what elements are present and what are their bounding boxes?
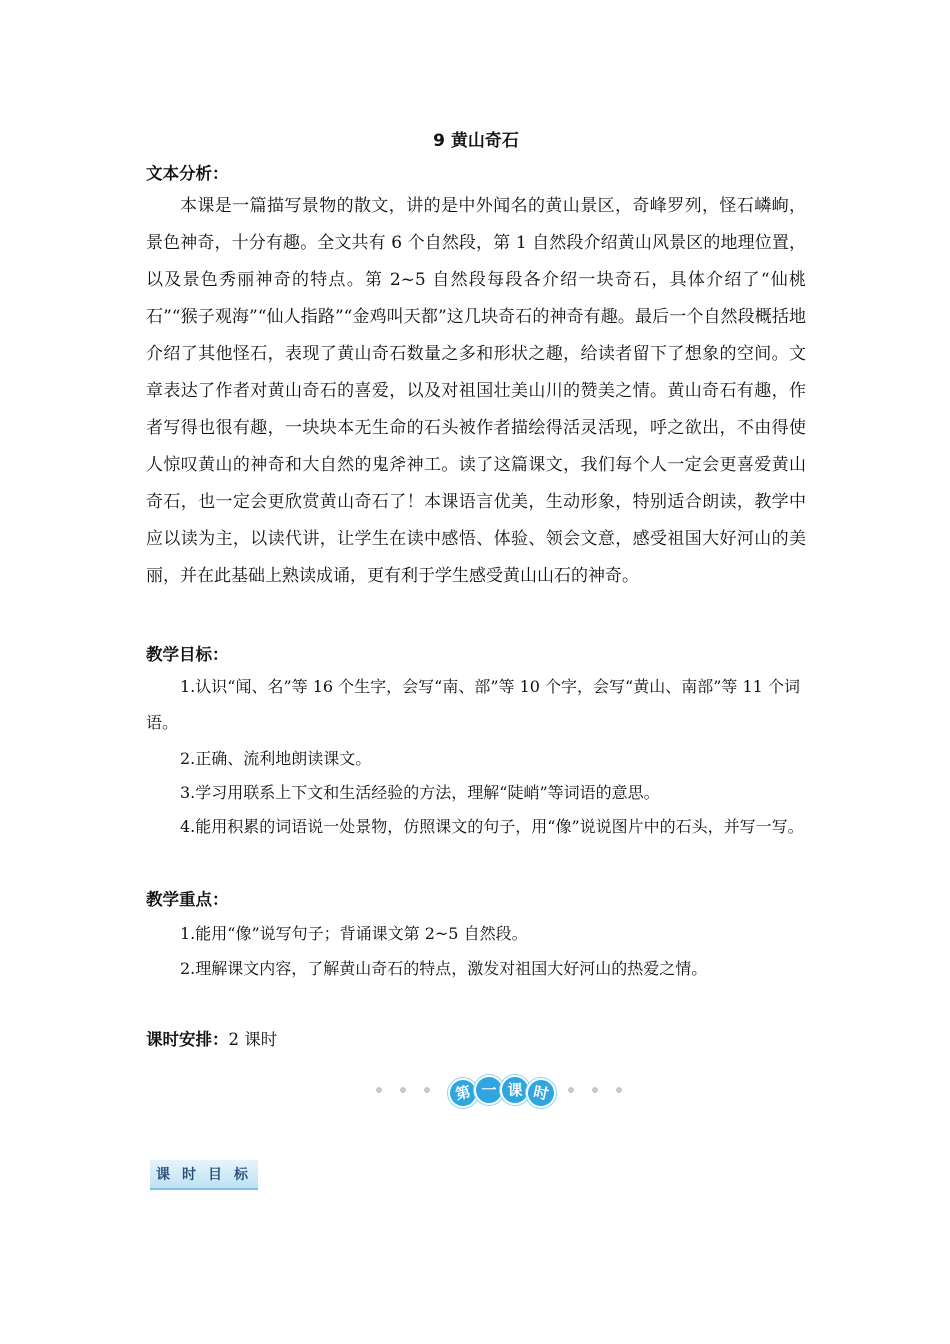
banner-dot [424,1087,430,1093]
goal-item-1: 1.认识“闻、名”等 16 个生字，会写“南、部”等 10 个字，会写“黄山、南部”等 11 个词语。 [146,677,800,732]
banner-char: 时 [523,1075,559,1111]
focus-item-2: 2.理解课文内容，了解黄山奇石的特点，激发对祖国大好河山的热爱之情。 [180,959,708,978]
section-tag-lesson-goals [150,1160,258,1190]
banner-dot [400,1087,406,1093]
banner-dot [376,1087,382,1093]
banner-dot [616,1087,622,1093]
section-tag-char: 时 [182,1167,196,1183]
goal-item-4: 4.能用积累的词语说一处景物，仿照课文的句子，用“像”说说图片中的石头，并写一写。 [180,817,804,836]
schedule-line [146,1026,277,1050]
banner-char: 一 [474,1075,504,1105]
focus-item-1: 1.能用“像”说写句子；背诵课文第 2~5 自然段。 [180,924,528,943]
banner-char: 第 [445,1075,481,1111]
section-tag-char: 目 [208,1167,222,1183]
lesson-banner [370,1072,632,1108]
banner-badges [446,1072,554,1108]
banner-dot [592,1087,598,1093]
analysis-body: 本课是一篇描写景物的散文，讲的是中外闻名的黄山景区，奇峰罗列，怪石嶙峋，景色神奇，十分有趣。全文共有 6 个自然段，第 1 自然段介绍黄山风景区的地理位置，以及景色秀丽神奇的特点。第 2~5 自然段每段各介绍一块奇石，具体介绍了“仙桃石”“猴子观海”“仙人指路”“金鸡叫天都”这几块奇石的神奇有趣。最后一个自然段概括地介绍了其他怪石，表现了黄山奇石数量之多和形状之趣，给读者留下了想象的空间。文章表达了作者对黄山奇石的喜爱，以及对祖国壮美山川的赞美之情。黄山奇石有趣，作者写得也很有趣，一块块本无生命的石头被作者描绘得活灵活现，呼之欲出，不由得使人惊叹黄山的神奇和大自然的鬼斧神工。读了这篇课文，我们每个人一定会更喜爱黄山奇石，也一定会更欣赏黄山奇石了！本课语言优美，生动形象，特别适合朗读，教学中应以读为主，以读代讲，让学生在读中感悟、体验、领会文意，感受祖国大好河山的美丽，并在此基础上熟读成诵，更有利于学生感受黄山山石的神奇。 [146,196,806,586]
section-tag-char: 标 [234,1167,248,1183]
goal-item-3: 3.学习用联系上下文和生活经验的方法，理解“陡峭”等词语的意思。 [180,783,660,802]
lesson-title: 9 黄山奇石 [433,131,519,151]
section-tag-char: 课 [156,1167,170,1183]
goals-heading: 教学目标： [146,645,229,664]
schedule-value: 2 课时 [228,1030,278,1049]
banner-char: 课 [500,1075,530,1105]
analysis-heading: 文本分析： [146,164,229,183]
goal-item-2: 2.正确、流利地朗读课文。 [180,749,372,768]
focus-heading: 教学重点： [146,890,229,909]
schedule-label: 课时安排： [146,1030,229,1049]
banner-dot [568,1087,574,1093]
